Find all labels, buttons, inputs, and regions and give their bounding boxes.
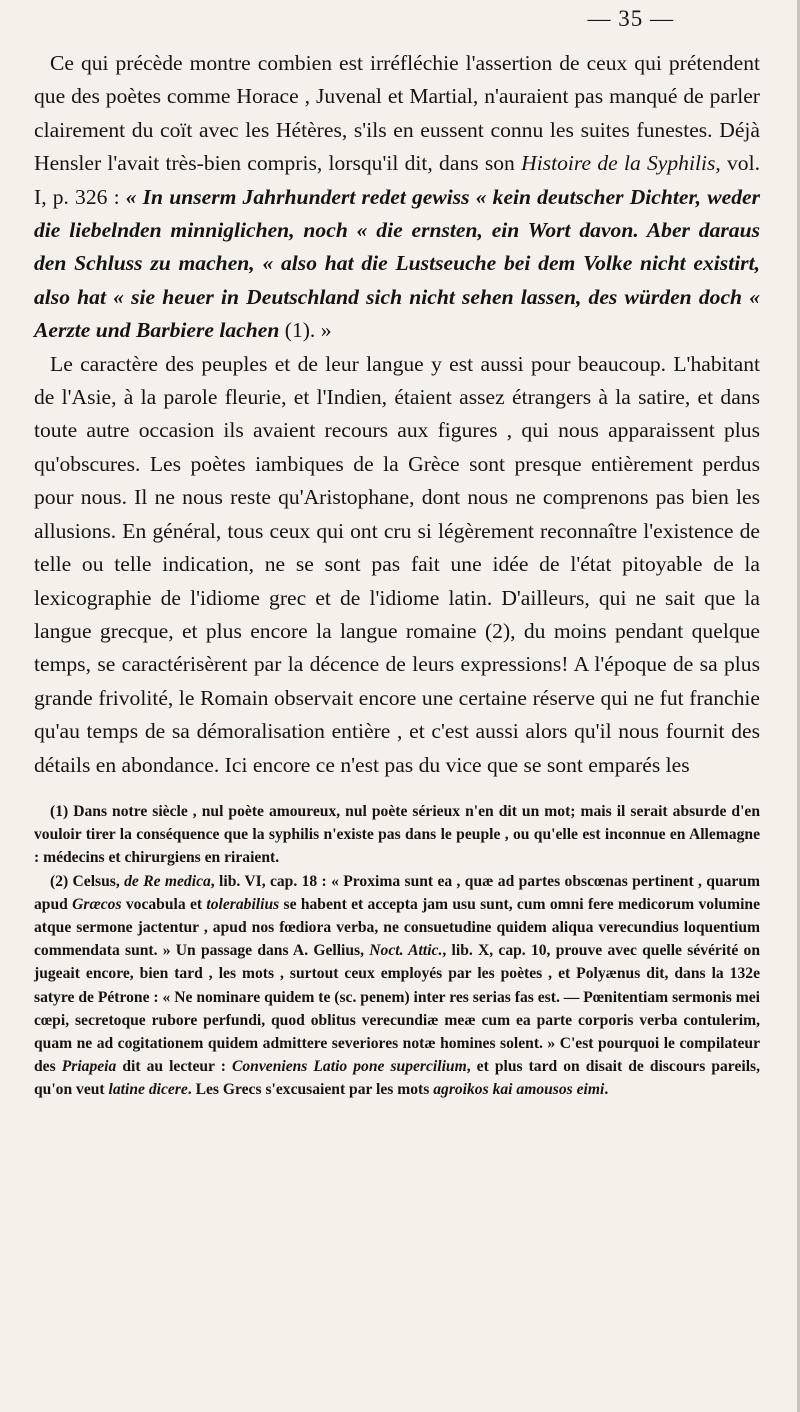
book-page xyxy=(34,0,760,1102)
fn2-text: (2) Celsus, xyxy=(50,872,125,890)
fn2-italic: Græcos xyxy=(72,895,122,913)
fn2-latin-quote: Conveniens Latio pone supercilium xyxy=(231,1058,467,1076)
paragraph-2: Le caractère des peuples et de leur langue y est aussi pour beaucoup. L'habitant de l'Asie, à la parole fleurie, et l'Indien, étaient assez étrangers à la satire, et dans toute autre occasion ils avaient recours aux figures , qui nous apparaissent plus qu'obscures. Les poètes iambiques de la Grèce sont presque entièrement perdus pour nous. Il ne nous reste qu'Aristophane, dont nous ne comprenons pas bien les allusions. En général, tous ceux qui ont cru si légèrement reconnaître l'existence de telle ou telle indication, ne se sont pas fait une idée de l'état pitoyable de la lexicographie de l'idiome grec et de l'idiome latin. D'ailleurs, qui ne sait que la langue grecque, et plus encore la langue romaine (2), du moins pendant quelque temps, se caractérisèrent par la décence de leurs expressions! A l'époque de sa plus grande frivolité, le Romain observait encore une certaine réserve qui ne fut franchie qu'au temps de sa démoralisation entière , et c'est aussi alors qu'il nous fournit des détails en abondance. Ici encore ce n'est pas du vice que se sont emparés les xyxy=(34,351,760,777)
footnotes xyxy=(34,800,760,1102)
fn2-italic: tolerabilius xyxy=(206,895,280,913)
fn2-text: , lib. X, cap. 10, prouve avec quelle sévérité on jugeait encore, bien tard , les mots , surtout ceux employés par les poètes , et Polyænus dit, dans la 132e satyre de Pétrone : « Ne nominare quidem te (sc. penem) inter res serias fas est. — Pœnitentiam sermonis mei cœpi, secretoque rubore perfundi, quod oblitus verecundiæ meæ cum ea parte corporis verba contulerim, quam ne ad cogitationem quidem admittere severiores notæ homines solent. » C'est pourquoi le compilateur des xyxy=(34,942,761,1076)
fn2-text: se habent et accepta jam usu sunt, cum omni fere medicorum volumine atque sermone jactentur , apud nos fœdiora verba, ne consuetudine quidem aliqua verecundius loquentium commendata sunt. » Un passage dans A. Gellius, xyxy=(34,895,760,960)
fn2-title-gellius: Noct. Attic. xyxy=(369,942,443,960)
fn2-title-celsus: de Re medica xyxy=(124,872,211,890)
paragraph-1-lead: Ce qui précède montre combien est irréfléchie l'assertion de ceux qui prétendent que des poètes comme Horace , Juvenal et Martial, n'auraient pas manqué de parler clairement du coït avec les Hétères, s'ils en eussent connu les suites funestes. Déjà Hensler l'avait très-bien compris, lorsqu'il dit, dans son xyxy=(34,51,760,176)
fn2-latin-phrase: latine dicere xyxy=(108,1081,188,1099)
footnote-1: (1) Dans notre siècle , nul poète amoureux, nul poète sérieux n'en dit un mot; mais il serait absurde d'en vouloir tirer la conséquence que la syphilis n'existe pas dans le peuple , ou qu'elle est inconnue en Allemagne : médecins et chirurgiens en riraient. xyxy=(34,802,760,867)
fn2-text: , lib. VI, cap. 18 : « Proxima sunt ea , quæ ad partes obscœnas pertinent , quarum apud xyxy=(34,872,760,913)
citation-ref: , vol. I, p. 326 : xyxy=(34,151,761,209)
page-number: — 35 — xyxy=(587,6,674,31)
book-title: Histoire de la Syphilis xyxy=(521,151,716,176)
fn2-text: . xyxy=(604,1081,609,1099)
fn2-text: , et plus tard on disait de discours pareils, qu'on veut xyxy=(34,1058,760,1099)
fn2-title-priapeia: Priapeia xyxy=(61,1058,117,1076)
footnote-2 xyxy=(34,870,760,1102)
footnote-ref-1: (1). » xyxy=(279,318,332,343)
fn2-text: . Les Grecs s'excusaient par les mots xyxy=(187,1081,434,1099)
german-quote: « In unserm Jahrhundert redet gewiss « kein deutscher Dichter, weder die liebelnden minniglichen, noch « die ernsten, ein Wort davon. Aber daraus den Schluss zu machen, « also hat die Lustseuche bei dem Volke nicht existirt, also hat « sie heuer in Deutschland sich nicht sehen lassen, des würden doch « Aerzte und Barbiere lachen xyxy=(34,184,760,343)
main-text xyxy=(34,47,760,782)
fn2-text: dit au lecteur : xyxy=(116,1058,232,1076)
paragraph-1 xyxy=(34,47,760,348)
fn2-greek-phrase: agroikos kai amousos eimi xyxy=(433,1081,605,1099)
fn2-text: vocabula et xyxy=(121,895,207,913)
